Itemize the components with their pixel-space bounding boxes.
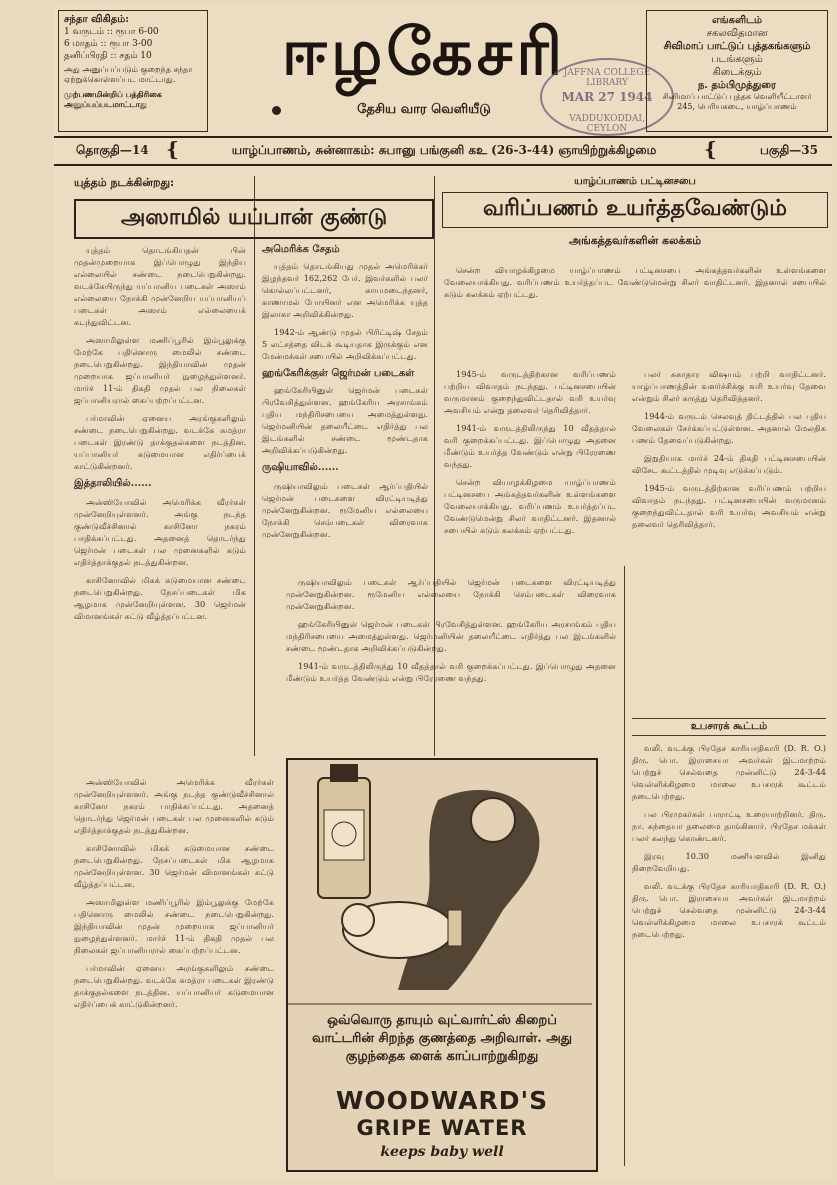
subscription-row: 6 மாதம் :: ரூபா 3-00 [64, 39, 153, 49]
stamp-bottom-text: VADDUKODDAI, CEYLON [569, 114, 645, 134]
left-kicker: யுத்தம் நடக்கின்றது: [74, 176, 175, 189]
advert-tagline: keeps baby well [380, 1144, 504, 1160]
paragraph: அஸாமிலுள்ள மணிப்பூரில் இம்பூலுக்கு மேற்கே பதினொரு மைலில் சண்டை நடைபெறுகின்றது. இந்தியாவின் முதன் முறையாக ஜப்பானியர் நுழைந்துள்ளனர். மார்ச் 11-ம் திகதி முதல் பல நிலைகள் ஜப்பானியரால் கைப்பற்றப்பட்டன. [74, 335, 246, 405]
baby-head-icon [342, 904, 374, 936]
agent-line: சிவிமாப் பாட்டுப் புத்தகங்களும் [663, 41, 811, 52]
masthead-title: ஈழகேசரி [281, 16, 567, 90]
small-bottle-icon [448, 910, 462, 946]
mother-figure-icon [398, 790, 539, 990]
issue-number: தொகுதி—14 [76, 143, 149, 157]
paragraph: சென்ற வியாழக்கிழமை யாழ்ப்பாணம் பட்டினசபை அங்கத்தவர்களின் உள்ளங்களை வேலையாக்கியது. வரிப்பணம் உயர்த்தப்பட வேண்டுமென்று சிலர் வாதிட்டனர். இதனால் சபையில் கடும் கலக்கம் ஏற்பட்டது. [444, 265, 826, 299]
meeting-column [632, 742, 826, 1170]
meeting-heading-wrap [632, 718, 826, 736]
subscription-box [58, 10, 208, 132]
agent-line: படங்களும் [711, 54, 763, 65]
paragraph: வலி. வடக்கு பிரதேச காரியாதிகாரி (D. R. O.) திரு. பொ. இராசையா அவர்கள் இடமாற்றம் பெற்றுச் செல்வதை முன்னிட்டு 24-3-44 வெள்ளிக்கிழமை மாலை உபசாரக் கூட்டம் நடைபெற்றது. [632, 743, 826, 801]
right-headline: வரிப்பணம் உயர்த்தவேண்டும் [483, 196, 787, 221]
column-divider [254, 176, 255, 756]
dateline-bar [54, 138, 832, 162]
subscription-note: அது அனுப்பப்படும் குறைந்த சந்தா ஏற்றுக்கொள்ளப்பட மாட்டாது. [64, 65, 193, 84]
agent-line: கிடைக்கும் [712, 67, 762, 78]
agent-line: எங்களிடம் [711, 15, 763, 26]
paragraph: ருஷியாவிலும் படைகள் ஆர்ப்பதியில் ஜெர்மன் படைகளை விரட்டியடித்து முன்னேறுகின்றன. ரூமேனிய எல்லையை நோக்கி செம்படைகள் விரைவாக முன்னேறுகின்றன. [286, 577, 616, 611]
agent-line: சினிமாப் பாட்டுப் புத்தக வெளியீட்டாளர் [662, 92, 812, 101]
paragraph: ஹங்கேரியினுள் ஜெர்மன் படைகள் பிரவேசித்துள்ளன. ஹங்கேரிய அரசாங்கம் புதிய மந்திரிசபையை அமைத்துள்ளது. ஜெர்மனியின் தலையீட்டை எதிர்த்து பல இடங்களில் சண்டை மூண்டதாக அறிவிக்கப்படுகின்றது. [286, 619, 616, 653]
paragraph: சென்ற வியாழக்கிழமை யாழ்ப்பாணம் பட்டினசபை அங்கத்தவர்களின் உள்ளங்களை வேலையாக்கியது. வரிப்பணம் உயர்த்தப்பட வேண்டுமென்று சிலர் வாதிட்டனர். இதனால் சபையில் கடும் கலக்கம் ஏற்பட்டது. [444, 477, 616, 535]
agent-line: சகலவிதமான [706, 28, 768, 39]
meeting-heading: உபசாரக் கூட்டம் [632, 718, 826, 736]
paragraph: காசினோவில் மிகக் கடுமையான சண்டை நடைபெறுகின்றது. நேசப்படைகள் மிக ஆழமாக முன்னேறியுள்ளன. 30 ஜெர்மன் விமானங்கள் சுட்டு வீழ்த்தப்பட்டன. [74, 575, 246, 621]
stamp-top-text: JAFFNA COLLEGE LIBRARY [563, 68, 651, 88]
paragraph: 1941-ம் வருடத்திலிருந்து 10 வீதத்தால் வரி குறைக்கப்பட்டது. இப்பொழுது அதனை மீண்டும் உயர்த்த வேண்டும் என்று பிரேரணை வந்தது. [444, 423, 616, 469]
paragraph: பர்மாவின் ஏனைய அரங்குகளிலும் சண்டை நடைபெறுகின்றது. வடக்கே சுமத்ரா படைகள் இரண்டு தாக்குதல்களை நடத்தின. யப்பானியர் கடுமையான எதிர்ப்பைக் காட்டுகின்றனர். [74, 413, 246, 471]
paragraph: யுத்தம் தொடங்கியது முதல் அமெரிக்கர் இழந்தவர் 162,262 பேர். இவர்களில் பலர் கொல்லப்பட்டனர், காயமடைந்தனர், காணாமல் போயினர் என அமெரிக்க யுத்த இலாகா அறிவிக்கின்றது. [262, 261, 428, 319]
newspaper-page [54, 6, 832, 1178]
paragraph: இரவு 10.30 மணியளவில் இனிது நிறைவேறியது. [632, 851, 826, 873]
paragraph: 1945-ம் வருடத்திற்கான வரிப்பணம் பற்றிய விவாதம் நடந்தது. பட்டினசபையின் வருமானம் குறைந்துவிட்டதால் வரி உயர்வு அவசியம் என்று தலைவர் தெரிவித்தார். [632, 483, 826, 529]
paragraph: அன்ஸியோவில் அமெரிக்க வீரர்கள் முன்னேறியுள்ளனர். அங்கு நடந்த குண்டுவீச்சினால் காசினோ நகரம் பாதிக்கப்பட்டது. அதனைத் தொடர்ந்து ஜெர்மன் படைகள் பல முனைகளில் கடும் எதிர்த்தாக்குதல் நடத்துகின்றன. [74, 777, 274, 835]
section-heading: ஹங்கேரிக்குள் ஜெர்மன் படைகள் [262, 368, 415, 379]
left-column-lower [74, 776, 274, 1171]
right-column-2 [632, 368, 826, 713]
paragraph: ஹங்கேரியினுள் ஜெர்மன் படைகள் பிரவேசித்துள்ளன. ஹங்கேரிய அரசாங்கம் புதிய மந்திரிசபையை அமைத்துள்ளது. ஜெர்மனியின் தலையீட்டை எதிர்த்து பல இடங்களில் சண்டை மூண்டதாக அறிவிக்கப்படுகின்றது. [262, 385, 428, 455]
paragraph: 1945-ம் வருடத்திற்கான வரிப்பணம் பற்றிய விவாதம் நடந்தது. பட்டினசபையின் வருமானம் குறைந்துவிட்டதால் வரி உயர்வு அவசியம் என்று தலைவர் தெரிவித்தார். [444, 369, 616, 415]
right-subhead: அங்கத்தவர்களின் கலக்கம் [568, 234, 702, 247]
advert-box-top-right [646, 10, 828, 132]
left-headline: அஸாமில் யப்பான் குண்டு [74, 199, 434, 239]
dateline-text: யாழ்ப்பாணம், சுன்னாகம்: சுபானு பங்குனி கஉ (26-3-44) ஞாயிற்றுக்கிழமை [231, 143, 657, 157]
bottle-cap-icon [330, 764, 358, 782]
column-divider [624, 566, 625, 1166]
paragraph: 1941-ம் வருடத்திலிருந்து 10 வீதத்தால் வரி குறைக்கப்பட்டது. இப்பொழுது அதனை மீண்டும் உயர்த்த வேண்டும் என்று பிரேரணை வந்தது. [286, 661, 616, 683]
paragraph: 1944-ம் வருடம் செலவுத் திட்டத்தில் பல புதிய வேலைகள் சேர்க்கப்பட்டுள்ளன. அதனால் மேலதிக பணம் தேவைப்படுகின்றது. [632, 411, 826, 445]
right-article-header [442, 176, 828, 249]
woodwards-advert [286, 758, 598, 1172]
agent-line: 245, பெரியகடை, யாழ்ப்பாணம் [677, 102, 797, 111]
agent-line: ந. தம்பிமுத்துரை [698, 80, 776, 91]
advert-brand: WOODWARD'S [335, 1086, 549, 1115]
subscription-row: 1 வருடம் :: ரூபா 6-00 [64, 27, 159, 37]
subscription-note-2: முற்பணமின்றிப் பத்திரிகை அனுப்பப்படமாட்டாது [64, 89, 162, 109]
subscription-title: சந்தா விகிதம்: [64, 14, 129, 25]
brace-right: { [704, 137, 717, 161]
right-lead-paragraph [444, 264, 826, 364]
advert-product: GRIPE WATER [356, 1116, 528, 1140]
middle-lower-text [286, 576, 616, 754]
ornament-dot [272, 106, 281, 115]
brace-left: { [166, 137, 179, 161]
section-heading: இத்தாலியில்...... [74, 478, 152, 489]
paragraph: வலி. வடக்கு பிரதேச காரியாதிகாரி (D. R. O.) திரு. பொ. இராசையா அவர்கள் இடமாற்றம் பெற்றுச் செல்வதை முன்னிட்டு 24-3-44 வெள்ளிக்கிழமை மாலை உபசாரக் கூட்டம் நடைபெற்றது. [632, 881, 826, 939]
advert-tamil-text: ஒவ்வொரு தாயும் வுட்வார்ட்ஸ் கிறைப் வாட்டரின் சிறந்த குணத்தை அறிவாள். அது குழந்தைக ளைக் காப்பாற்றுகிறது [312, 1013, 572, 1064]
left-article-header [74, 176, 434, 239]
paragraph: இறுதியாக மார்ச் 24-ம் திகதி பட்டினசபையின் விசேட கூட்டத்தில் முடிவு எடுக்கப்படும். [632, 453, 826, 475]
section-heading: ருஷியாவில்...... [262, 462, 339, 473]
paragraph: காசினோவில் மிகக் கடுமையான சண்டை நடைபெறுகின்றது. நேசப்படைகள் மிக ஆழமாக முன்னேறியுள்ளன. 30 ஜெர்மன் விமானங்கள் சுட்டு வீழ்த்தப்பட்டன. [74, 843, 274, 889]
paragraph: யுத்தம் தொடங்கியதன் பின் முதன்முறையாக இப்பொழுது இந்திய எல்லையில் சண்டை நடைபெறுகின்றது. வடக்கேயிருந்து யப்பானிய படைகள் அஸாம் எல்லையை நோக்கி முன்னேறிய யப்பானியப் படைகள் அஸாம் எல்லையைக் கடந்துவிட்டன. [74, 245, 246, 327]
paragraph: 1942-ம் ஆண்டு முதல் பிரிட்டிஷ் சேதம் 5 லட்சத்தை விடக் கூடியதாக இருக்கும் என மேன்மக்கள் சபையில் அறிவிக்கப்பட்டது. [262, 327, 428, 361]
left-column-1 [74, 244, 246, 764]
part-number: பகுதி—35 [759, 143, 818, 157]
mother-head-icon [471, 798, 515, 842]
masthead-subtitle: தேசிய வார வெளியீடு [357, 102, 491, 117]
subscription-row: தனிப்பிரதி :: சதம் 10 [64, 51, 152, 61]
right-headline-box [442, 192, 828, 228]
bottle-label-icon [324, 810, 364, 860]
paragraph: பர்மாவின் ஏனைய அரங்குகளிலும் சண்டை நடைபெறுகின்றது. வடக்கே சுமத்ரா படைகள் இரண்டு தாக்குதல்களை நடத்தின. யப்பானியர் கடுமையான எதிர்ப்பைக் காட்டுகின்றனர். [74, 963, 274, 1009]
right-kicker: யாழ்ப்பாணம் பட்டினசபை [574, 176, 696, 187]
section-heading: அமெரிக்க சேதம் [262, 244, 340, 255]
paragraph: பலர் சுகாதார விஷயம் பற்றி வாதிட்டனர். யாழ்ப்பாணத்தின் வளர்ச்சிக்கு வரி உயர்வு தேவை என்றும் சிலர் கருத்து தெரிவித்தனர். [632, 369, 826, 403]
paragraph: ருஷியாவிலும் படைகள் ஆர்ப்பதியில் ஜெர்மன் படைகளை விரட்டியடித்து முன்னேறுகின்றன. ரூமேனிய எல்லையை நோக்கி செம்படைகள் விரைவாக முன்னேறுகின்றன. [262, 481, 428, 539]
paragraph: அன்ஸியோவில் அமெரிக்க வீரர்கள் முன்னேறியுள்ளனர். அங்கு நடந்த குண்டுவீச்சினால் காசினோ நகரம் பாதிக்கப்பட்டது. அதனைத் தொடர்ந்து ஜெர்மன் படைகள் பல முனைகளில் கடும் எதிர்த்தாக்குதல் நடத்துகின்றன. [74, 497, 246, 567]
paragraph: அஸாமிலுள்ள மணிப்பூரில் இம்பூலுக்கு மேற்கே பதினொரு மைலில் சண்டை நடைபெறுகின்றது. இந்தியாவின் முதன் முறையாக ஜப்பானியர் நுழைந்துள்ளனர். மார்ச் 11-ம் திகதி முதல் பல நிலைகள் ஜப்பானியரால் கைப்பற்றப்பட்டன. [74, 897, 274, 955]
advert-illustration [288, 760, 592, 1010]
rule-bottom [54, 164, 832, 166]
stamp-date: MAR 27 1944 [561, 90, 653, 104]
paragraph: பல பிரமுகர்கள் பாராட்டி உரையாற்றினர். திரு. நா. கந்தையா தலைமை தாங்கினார். பிரதேச மக்கள் பலர் கலந்து கொண்டனர். [632, 809, 826, 843]
